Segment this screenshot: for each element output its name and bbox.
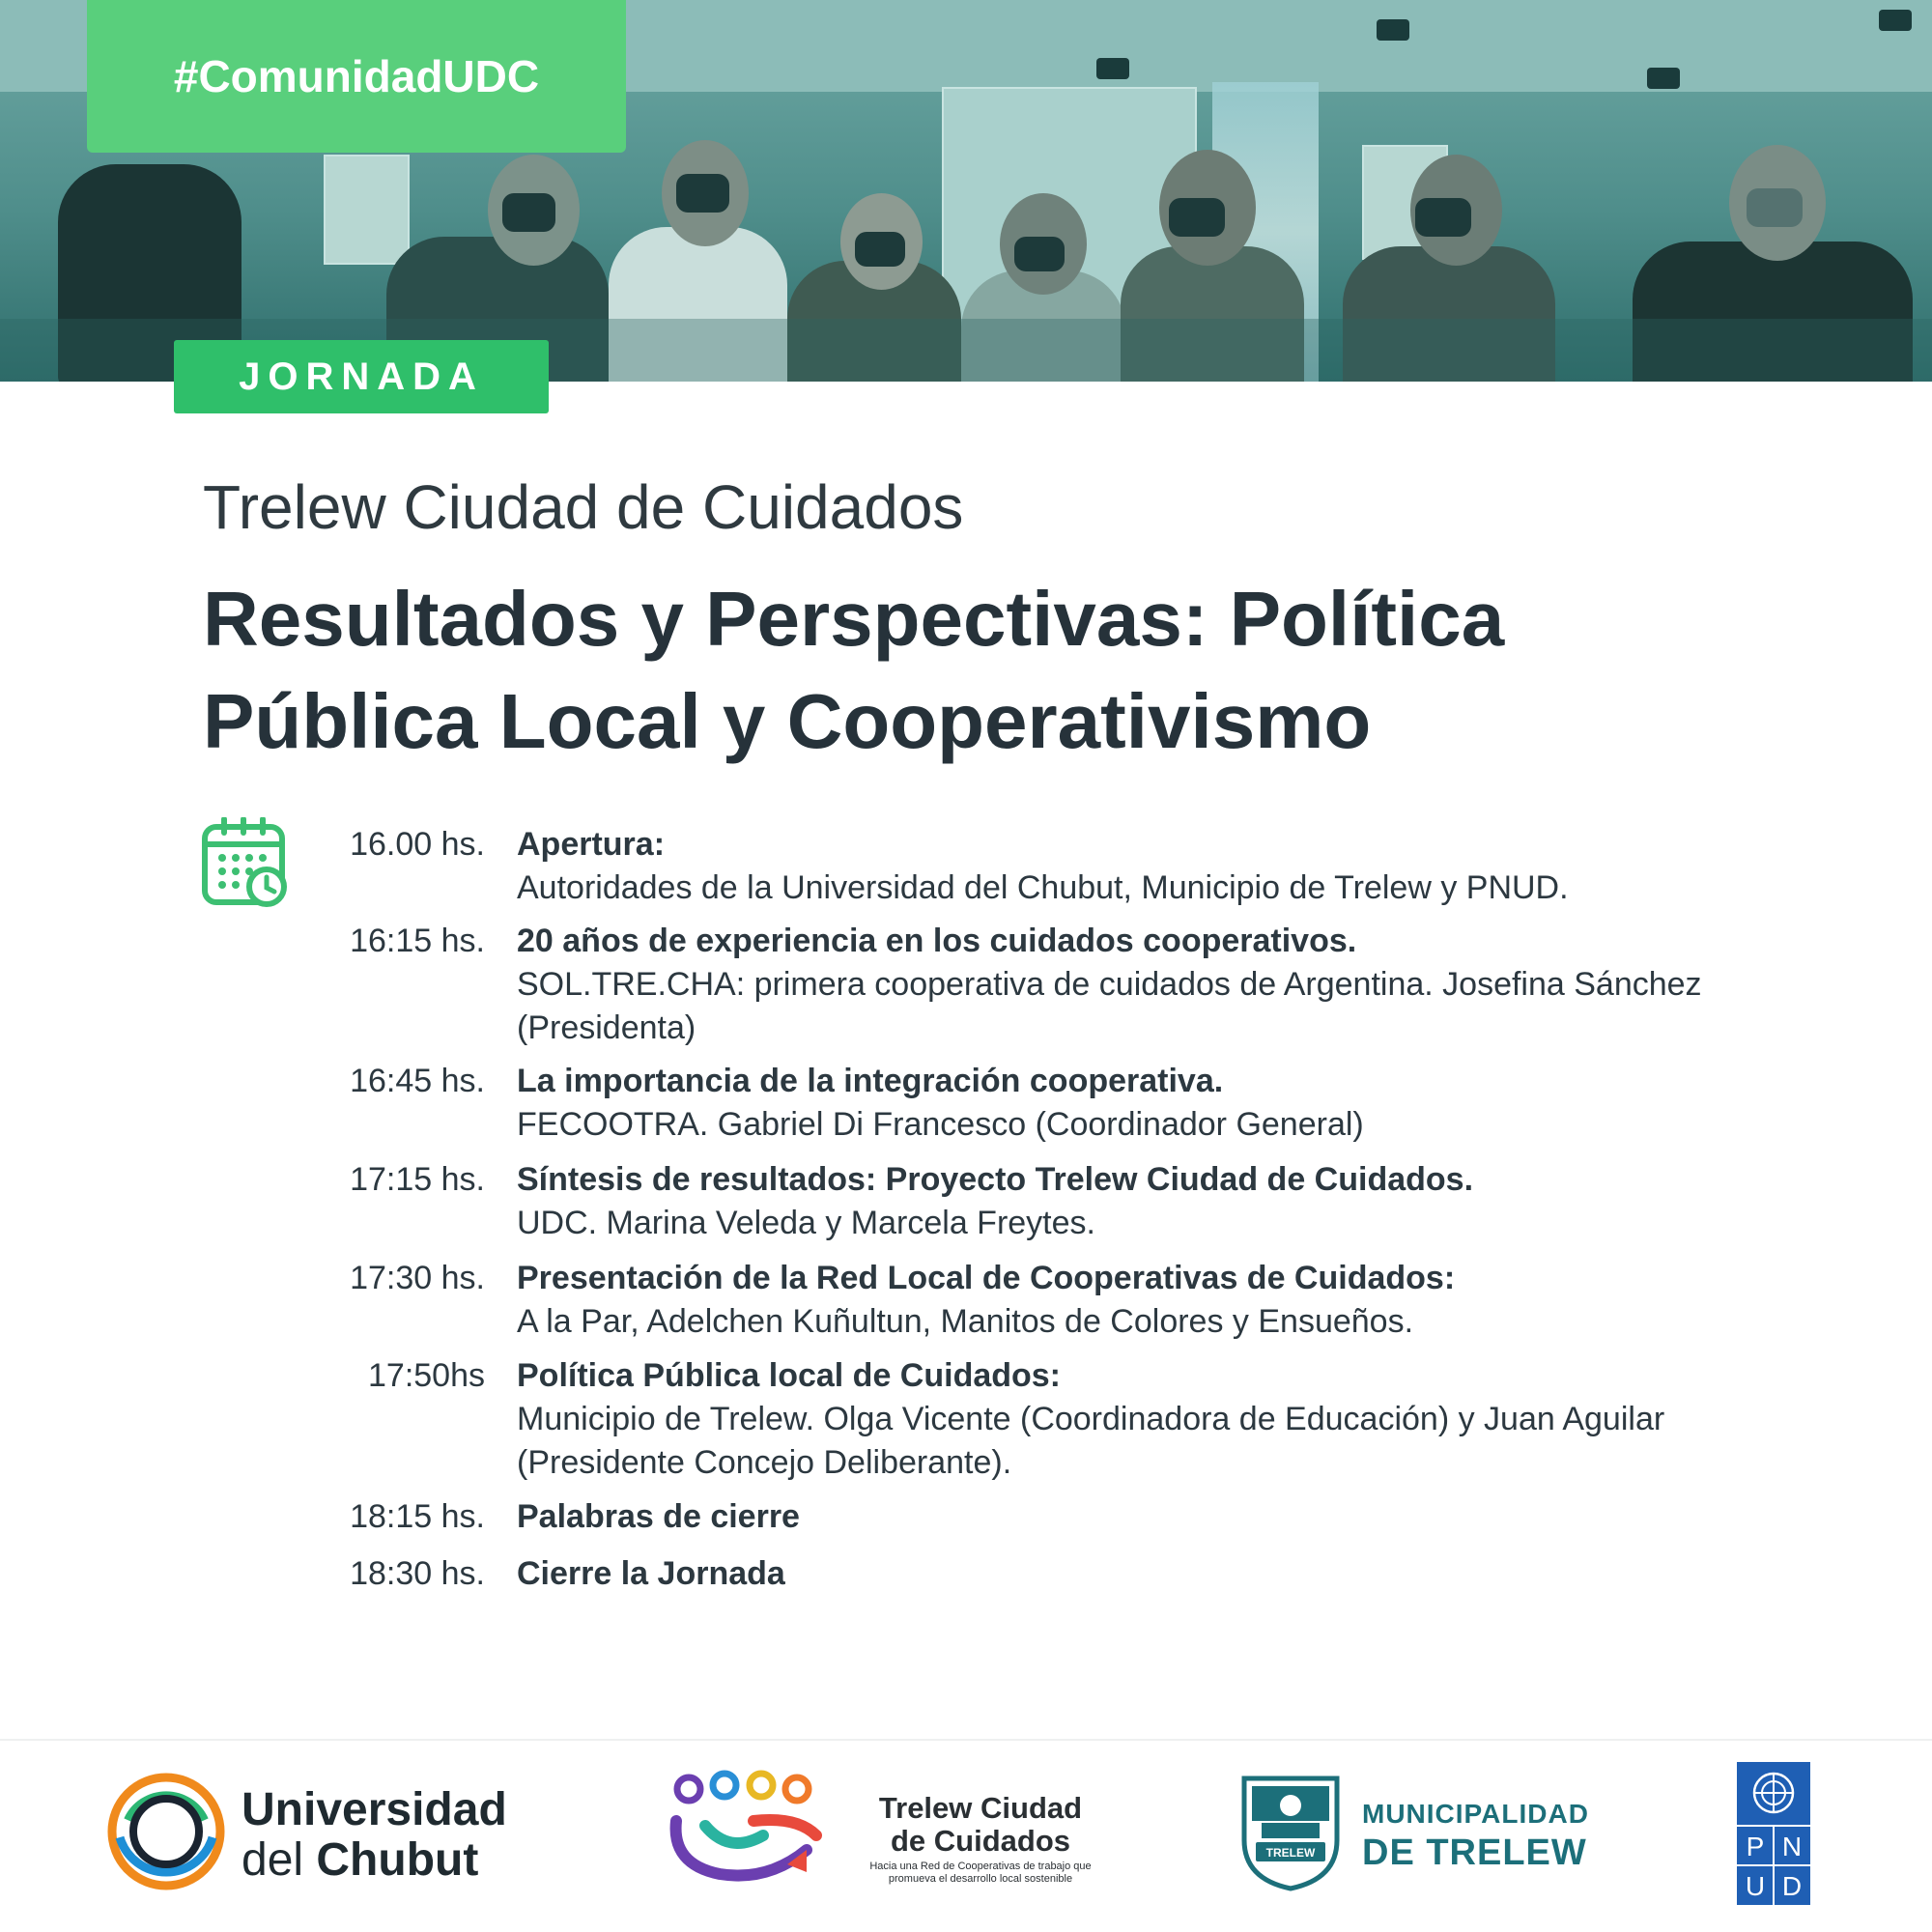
photo-picture bbox=[324, 155, 410, 265]
tcc-logo-subtitle: Hacia una Red de Cooperativas de trabajo que promueva el desarrollo local sostenible bbox=[869, 1861, 1092, 1885]
udc-name-line-2b: Chubut bbox=[316, 1834, 479, 1886]
agenda-description: A la Par, Adelchen Kuñultun, Manitos de Colores y Ensueños. bbox=[517, 1303, 1414, 1340]
agenda-description: UDC. Marina Veleda y Marcela Freytes. bbox=[517, 1205, 1095, 1241]
photo-mask bbox=[502, 193, 555, 232]
agenda-description: Autoridades de la Universidad del Chubut, Municipio de Trelew y PNUD. bbox=[517, 869, 1569, 906]
agenda-heading: La importancia de la integración cooperativa. bbox=[517, 1063, 1224, 1099]
agenda-time: 17:30 hs. bbox=[350, 1260, 485, 1296]
agenda-heading: Cierre la Jornada bbox=[517, 1555, 785, 1592]
event-title bbox=[203, 568, 1845, 773]
agenda-heading: Palabras de cierre bbox=[517, 1498, 800, 1535]
pnud-logo bbox=[1737, 1762, 1810, 1905]
trelew-ciudad-de-cuidados-logo bbox=[662, 1768, 836, 1889]
event-title-line-1: Resultados y Perspectivas: Política bbox=[203, 576, 1505, 662]
footer-divider bbox=[0, 1739, 1932, 1741]
udc-logo-text bbox=[242, 1785, 507, 1886]
udc-name-line-2a: del bbox=[242, 1834, 317, 1886]
photo-mask bbox=[1014, 237, 1065, 271]
pnud-letter: D bbox=[1781, 1871, 1803, 1901]
event-title-line-2: Pública Local y Cooperativismo bbox=[203, 678, 1372, 764]
event-subtitle: Trelew Ciudad de Cuidados bbox=[203, 472, 964, 542]
photo-mask bbox=[676, 174, 729, 213]
municipalidad-shield-label: TRELEW bbox=[1265, 1846, 1316, 1860]
municipalidad-line-1: MUNICIPALIDAD bbox=[1362, 1799, 1589, 1829]
photo-spotlight bbox=[1377, 19, 1409, 41]
photo-spotlight bbox=[1647, 68, 1680, 89]
photo-spotlight bbox=[1096, 58, 1129, 79]
agenda-time: 16:45 hs. bbox=[350, 1063, 485, 1099]
photo-mask bbox=[1169, 198, 1225, 237]
jornada-badge: JORNADA bbox=[174, 340, 549, 413]
pnud-letter: U bbox=[1745, 1871, 1766, 1901]
agenda-time: 17:50hs bbox=[368, 1357, 485, 1394]
pnud-letter: N bbox=[1781, 1832, 1803, 1861]
agenda-heading: Síntesis de resultados: Proyecto Trelew Ciudad de Cuidados. bbox=[517, 1161, 1474, 1198]
agenda-description: Municipio de Trelew. Olga Vicente (Coordinadora de Educación) y Juan Aguilar (Presidente Concejo Deliberante). bbox=[517, 1401, 1665, 1481]
photo-spotlight bbox=[1879, 10, 1912, 31]
photo-mask bbox=[1415, 198, 1471, 237]
udc-logo bbox=[104, 1770, 228, 1893]
hashtag-badge: #ComunidadUDC bbox=[87, 0, 626, 153]
agenda-heading: Política Pública local de Cuidados: bbox=[517, 1357, 1062, 1394]
agenda-time: 17:15 hs. bbox=[350, 1161, 485, 1198]
agenda-time: 16.00 hs. bbox=[350, 826, 485, 863]
agenda-description: FECOOTRA. Gabriel Di Francesco (Coordinador General) bbox=[517, 1106, 1364, 1143]
agenda-time: 18:15 hs. bbox=[350, 1498, 485, 1535]
tcc-logo-title: Trelew Ciudad de Cuidados bbox=[878, 1791, 1083, 1858]
agenda-heading: 20 años de experiencia en los cuidados cooperativos. bbox=[517, 923, 1357, 959]
agenda-heading: Apertura: bbox=[517, 826, 666, 863]
photo-mask bbox=[855, 232, 905, 267]
municipalidad-line-2: DE TRELEW bbox=[1362, 1833, 1587, 1873]
pnud-letter: P bbox=[1746, 1832, 1765, 1861]
photo-mask bbox=[1747, 188, 1803, 227]
agenda-description: SOL.TRE.CHA: primera cooperativa de cuidados de Argentina. Josefina Sánchez (Presidenta) bbox=[517, 966, 1702, 1046]
municipalidad-shield-logo bbox=[1238, 1773, 1343, 1893]
udc-name-line-1: Universidad bbox=[242, 1784, 507, 1835]
un-emblem-icon bbox=[1754, 1774, 1793, 1812]
agenda-time: 18:30 hs. bbox=[350, 1555, 485, 1592]
agenda-heading: Presentación de la Red Local de Cooperativas de Cuidados: bbox=[517, 1260, 1456, 1296]
agenda-time: 16:15 hs. bbox=[350, 923, 485, 959]
